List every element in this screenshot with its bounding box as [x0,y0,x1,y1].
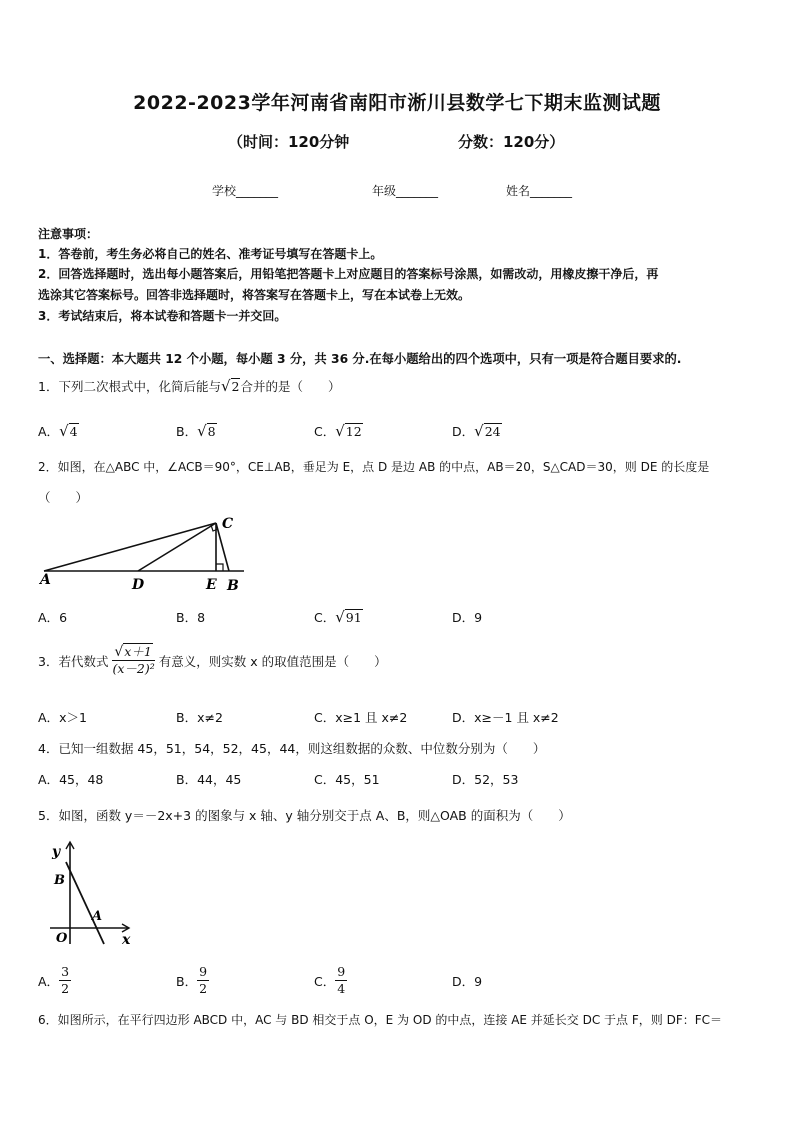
q4-option-a: A．45，48 [38,772,104,787]
question-1 [38,377,341,395]
q4-option-b: B．44，45 [176,772,242,787]
q1-stem-b: 合并的是（ ） [240,379,341,394]
q2-option-d: D．9 [452,610,483,625]
question-3 [38,644,387,677]
q4-option-d: D．52，53 [452,772,519,787]
label-x: x [122,932,131,948]
notice-item: 选涂其它答案标号。回答非选择题时，将答案写在答题卡上，写在本试卷上无效。 [38,288,471,302]
notice-item: 2．回答选择题时，选出每小题答案后，用铅笔把答题卡上对应题目的答案标号涂黑，如需改动，用橡皮擦干净后，再 [38,267,659,281]
question-4: 4．已知一组数据 45，51，54，52，45，44，则这组数据的众数、中位数分别为（ ） [38,741,546,756]
q3-stem-a: 3．若代数式 [38,653,109,669]
exam-title: 2022-2023学年河南省南阳市淅川县数学七下期末监测试题 [133,92,661,114]
q5-option-b: B． $\frac{9}{2}$ [176,964,208,996]
label-b: B [54,873,65,888]
q2-option-a: A．6 [38,610,68,625]
q5-option-c: C． $\frac{9}{4}$ [314,964,346,996]
right-angle-mark-e [216,564,223,571]
function-line [66,862,104,944]
question-6: 6．如图所示，在平行四边形 ABCD 中，AC 与 BD 相交于点 O，E 为 OD 的中点，连接 AE 并延长交 DC 于点 F，则 DF：FC＝ [38,1013,723,1027]
segment-ac [44,523,216,571]
question-2: 2．如图，在△ABC 中，∠ACB＝90°，CE⊥AB，垂足为 E，点 D 是边 AB 的中点，AB＝20，S△CAD＝30，则 DE 的长度是 [38,460,710,474]
label-a: A [40,572,51,588]
label-d: D [132,577,145,593]
q1-option-a: A．√4 [38,422,78,440]
q3-option-b: B．x≠2 [176,710,223,725]
q3-option-d: D．x≥－1 且 x≠2 [452,710,559,725]
label-o: O [56,931,68,946]
notice-item: 3．考试结束后，将本试卷和答题卡一并交回。 [38,309,287,323]
question-2-paren: （ ） [38,490,89,505]
q2-option-c: C．√91 [314,608,362,626]
q1-option-b: B．√8 [176,422,216,440]
segment-cd [138,523,216,571]
question-5: 5．如图，函数 y＝－2x+3 的图象与 x 轴、y 轴分别交于点 A、B，则△OAB 的面积为（ ） [38,808,571,823]
q1-option-c: C．√12 [314,422,362,440]
q3-option-c: C．x≥1 且 x≠2 [314,710,408,725]
q3-fraction: $\frac{√x+1}{\text{(x－2)²}}$ [112,644,155,676]
school-field: 学校_______ [212,184,279,198]
label-b: B [227,578,239,594]
q5-option-d: D．9 [452,974,483,989]
q5-graph-figure [44,838,144,950]
notice-heading: 注意事项： [38,227,99,241]
q3-option-a: A．x＞1 [38,710,87,725]
q3-stem-b: 有意义，则实数 x 的取值范围是（ ） [158,653,387,669]
notice-item: 1．答卷前，考生务必将自己的姓名、准考证号填写在答题卡上。 [38,247,383,261]
q1-radical: √2 [220,377,240,395]
label-e: E [206,577,217,593]
label-a: A [92,909,103,924]
q2-triangle-figure [36,512,256,596]
q2-option-b: B．8 [176,610,206,625]
q5-option-a: A． $\frac{3}{2}$ [38,964,70,996]
label-y: y [52,844,61,860]
label-c: C [222,516,234,532]
grade-field: 年级_______ [372,184,439,198]
q4-option-c: C．45，51 [314,772,380,787]
name-field: 姓名_______ [506,184,573,198]
q1-stem-a: 1．下列二次根式中，化简后能与 [38,379,221,394]
section-heading: 一、选择题：本大题共 12 个小题，每小题 3 分，共 36 分.在每小题给出的四个选项中，只有一项是符合题目要求的. [38,352,682,366]
exam-time: （时间：120分钟 [228,133,350,151]
exam-score: 分数：120分） [458,133,565,151]
q1-option-d: D．√24 [452,422,501,440]
